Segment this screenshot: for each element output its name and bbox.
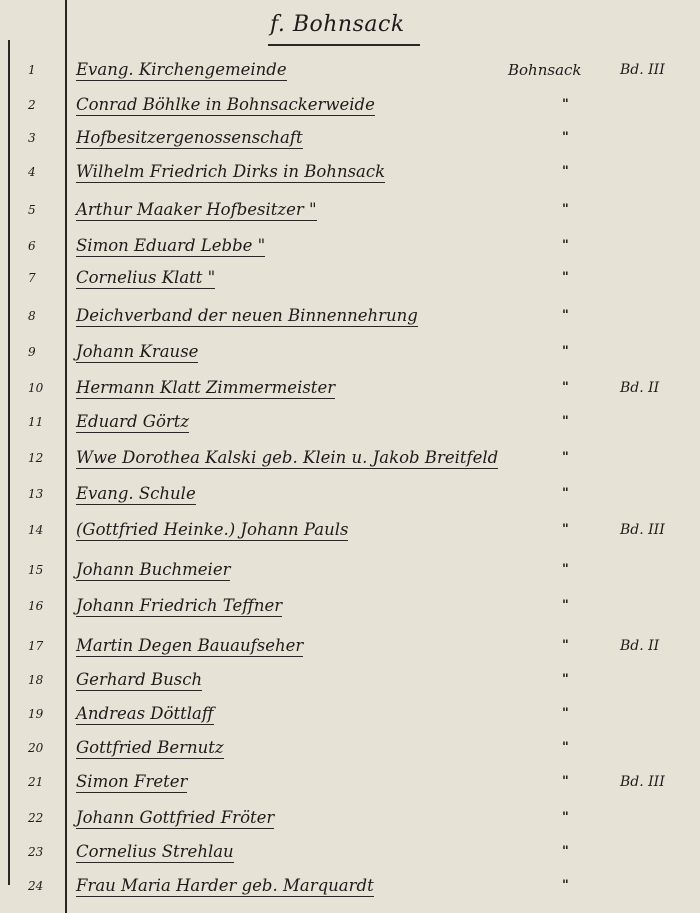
ditto-mark: ": [562, 672, 569, 687]
entry-number: 19: [28, 707, 44, 721]
ditto-mark: ": [562, 706, 569, 721]
ditto-mark: ": [562, 238, 569, 253]
entry-name: Johann Krause: [76, 342, 199, 361]
ditto-mark: ": [562, 97, 569, 112]
table-row: [0, 808, 700, 838]
entry-number: 23: [28, 845, 44, 859]
entry-volume: Bd. II: [620, 380, 660, 396]
entry-number: 5: [28, 203, 36, 217]
entry-number: 12: [28, 451, 44, 465]
table-row: [0, 342, 700, 372]
table-row: [0, 842, 700, 872]
table-row: [0, 378, 700, 408]
entry-volume: Bd. III: [620, 522, 665, 538]
entry-name: Frau Maria Harder geb. Marquardt: [76, 876, 374, 895]
entry-name: Martin Degen Bauaufseher: [76, 636, 304, 655]
ditto-mark: ": [562, 844, 569, 859]
ditto-mark: ": [562, 486, 569, 501]
table-row: [0, 704, 700, 734]
entry-number: 4: [28, 165, 36, 179]
table-row: [0, 448, 700, 478]
ditto-mark: ": [562, 774, 569, 789]
entry-number: 1: [28, 63, 36, 77]
table-row: [0, 876, 700, 906]
entry-name: Wwe Dorothea Kalski geb. Klein u. Jakob Breitfeld: [76, 448, 499, 467]
ditto-mark: ": [562, 878, 569, 893]
ditto-mark: ": [562, 130, 569, 145]
ditto-mark: ": [562, 598, 569, 613]
entry-name: Gottfried Bernutz: [76, 738, 224, 757]
entry-number: 24: [28, 879, 44, 893]
table-row: [0, 520, 700, 550]
table-row: [0, 596, 700, 626]
page-title: f. Bohnsack: [270, 12, 405, 37]
entry-number: 8: [28, 309, 36, 323]
entry-number: 6: [28, 239, 36, 253]
entry-name: Andreas Döttlaff: [76, 704, 214, 723]
entry-place: Bohnsack: [508, 61, 582, 79]
entry-number: 17: [28, 639, 44, 653]
entry-number: 22: [28, 811, 44, 825]
table-row: [0, 200, 700, 230]
entry-volume: Bd. III: [620, 62, 665, 78]
ditto-mark: ": [562, 810, 569, 825]
entry-number: 7: [28, 271, 36, 285]
entry-name: Evang. Kirchengemeinde: [76, 60, 287, 79]
entry-name: Cornelius Klatt ": [76, 268, 216, 287]
entry-name: Simon Eduard Lebbe ": [76, 236, 266, 255]
entry-number: 11: [28, 415, 44, 429]
ditto-mark: ": [562, 380, 569, 395]
ditto-mark: ": [562, 450, 569, 465]
entry-number: 3: [28, 131, 36, 145]
entry-name: Gerhard Busch: [76, 670, 203, 689]
entry-name: (Gottfried Heinke.) Johann Pauls: [76, 520, 349, 539]
entry-name: Wilhelm Friedrich Dirks in Bohnsack: [76, 162, 386, 181]
entry-number: 10: [28, 381, 44, 395]
entry-number: 13: [28, 487, 44, 501]
ditto-mark: ": [562, 414, 569, 429]
entry-name: Johann Buchmeier: [76, 560, 231, 579]
table-row: [0, 236, 700, 266]
entry-number: 16: [28, 599, 44, 613]
entry-name: Deichverband der neuen Binnennehrung: [76, 306, 418, 325]
table-row: [0, 128, 700, 158]
entry-number: 14: [28, 523, 44, 537]
table-row: [0, 306, 700, 336]
table-row: [0, 738, 700, 768]
table-row: [0, 636, 700, 666]
title-underline: [268, 44, 420, 46]
ditto-mark: ": [562, 740, 569, 755]
entry-name: Evang. Schule: [76, 484, 196, 503]
entry-name: Hofbesitzergenossenschaft: [76, 128, 303, 147]
entry-number: 20: [28, 741, 44, 755]
table-row: [0, 162, 700, 192]
ditto-mark: ": [562, 270, 569, 285]
entry-number: 18: [28, 673, 44, 687]
entry-name: Johann Gottfried Fröter: [76, 808, 275, 827]
table-row: [0, 484, 700, 514]
ditto-mark: ": [562, 164, 569, 179]
ditto-mark: ": [562, 308, 569, 323]
entry-name: Simon Freter: [76, 772, 188, 791]
entry-number: 9: [28, 345, 36, 359]
entry-volume: Bd. II: [620, 638, 660, 654]
table-row: [0, 268, 700, 298]
entry-number: 21: [28, 775, 44, 789]
ditto-mark: ": [562, 202, 569, 217]
ditto-mark: ": [562, 562, 569, 577]
table-row: [0, 95, 700, 125]
entry-name: Hermann Klatt Zimmermeister: [76, 378, 336, 397]
ditto-mark: ": [562, 638, 569, 653]
table-row: [0, 670, 700, 700]
entry-number: 2: [28, 98, 36, 112]
entry-number: 15: [28, 563, 44, 577]
ditto-mark: ": [562, 522, 569, 537]
entry-name: Conrad Böhlke in Bohnsackerweide: [76, 95, 375, 114]
table-row: [0, 772, 700, 802]
entry-name: Johann Friedrich Teffner: [76, 596, 283, 615]
table-row: [0, 412, 700, 442]
entry-name: Eduard Görtz: [76, 412, 190, 431]
entry-name: Arthur Maaker Hofbesitzer ": [76, 200, 317, 219]
table-row: [0, 560, 700, 590]
ditto-mark: ": [562, 344, 569, 359]
table-row: [0, 60, 700, 90]
entry-name: Cornelius Strehlau: [76, 842, 234, 861]
entry-volume: Bd. III: [620, 774, 665, 790]
